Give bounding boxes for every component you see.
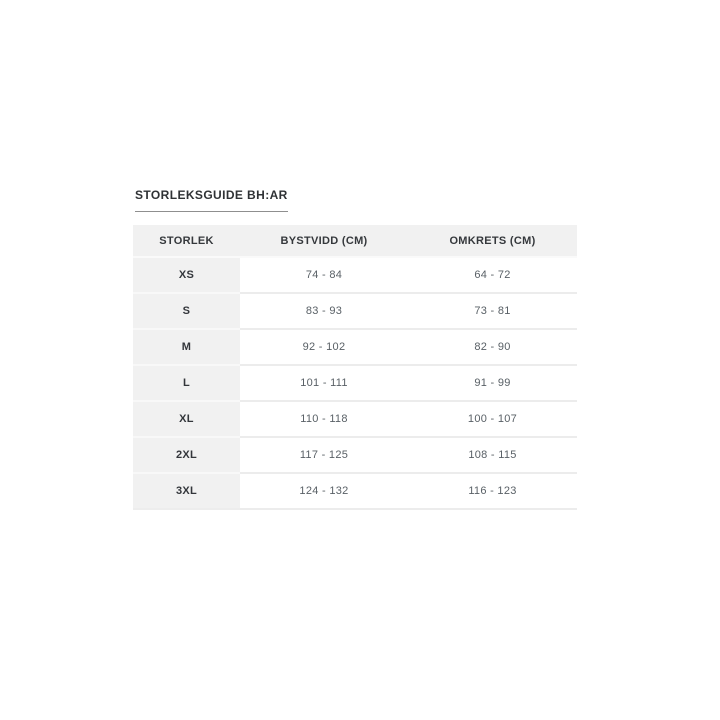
column-header-storlek: STORLEK [133,225,240,258]
circumference-range: 116 - 123 [408,474,577,510]
table-row [133,474,577,510]
table-row [133,366,577,402]
column-header-bystvidd: BYSTVIDD (CM) [240,225,408,258]
bust-range: 83 - 93 [240,294,408,330]
table-row [133,330,577,366]
size-guide-section [133,186,577,510]
size-label: XL [133,402,240,438]
size-label: 2XL [133,438,240,474]
bust-range: 92 - 102 [240,330,408,366]
circumference-range: 100 - 107 [408,402,577,438]
bust-range: 124 - 132 [240,474,408,510]
size-label: L [133,366,240,402]
table-header-row [133,225,577,258]
size-label: M [133,330,240,366]
table-row [133,258,577,294]
circumference-range: 108 - 115 [408,438,577,474]
column-header-omkrets: OMKRETS (CM) [408,225,577,258]
bust-range: 110 - 118 [240,402,408,438]
table-row [133,294,577,330]
size-label: XS [133,258,240,294]
circumference-range: 82 - 90 [408,330,577,366]
table-row [133,402,577,438]
table-row [133,438,577,474]
size-label: S [133,294,240,330]
size-guide-title: STORLEKSGUIDE BH:AR [135,188,288,212]
circumference-range: 64 - 72 [408,258,577,294]
circumference-range: 73 - 81 [408,294,577,330]
circumference-range: 91 - 99 [408,366,577,402]
size-guide-table [133,225,577,510]
bust-range: 101 - 111 [240,366,408,402]
bust-range: 74 - 84 [240,258,408,294]
size-label: 3XL [133,474,240,510]
bust-range: 117 - 125 [240,438,408,474]
